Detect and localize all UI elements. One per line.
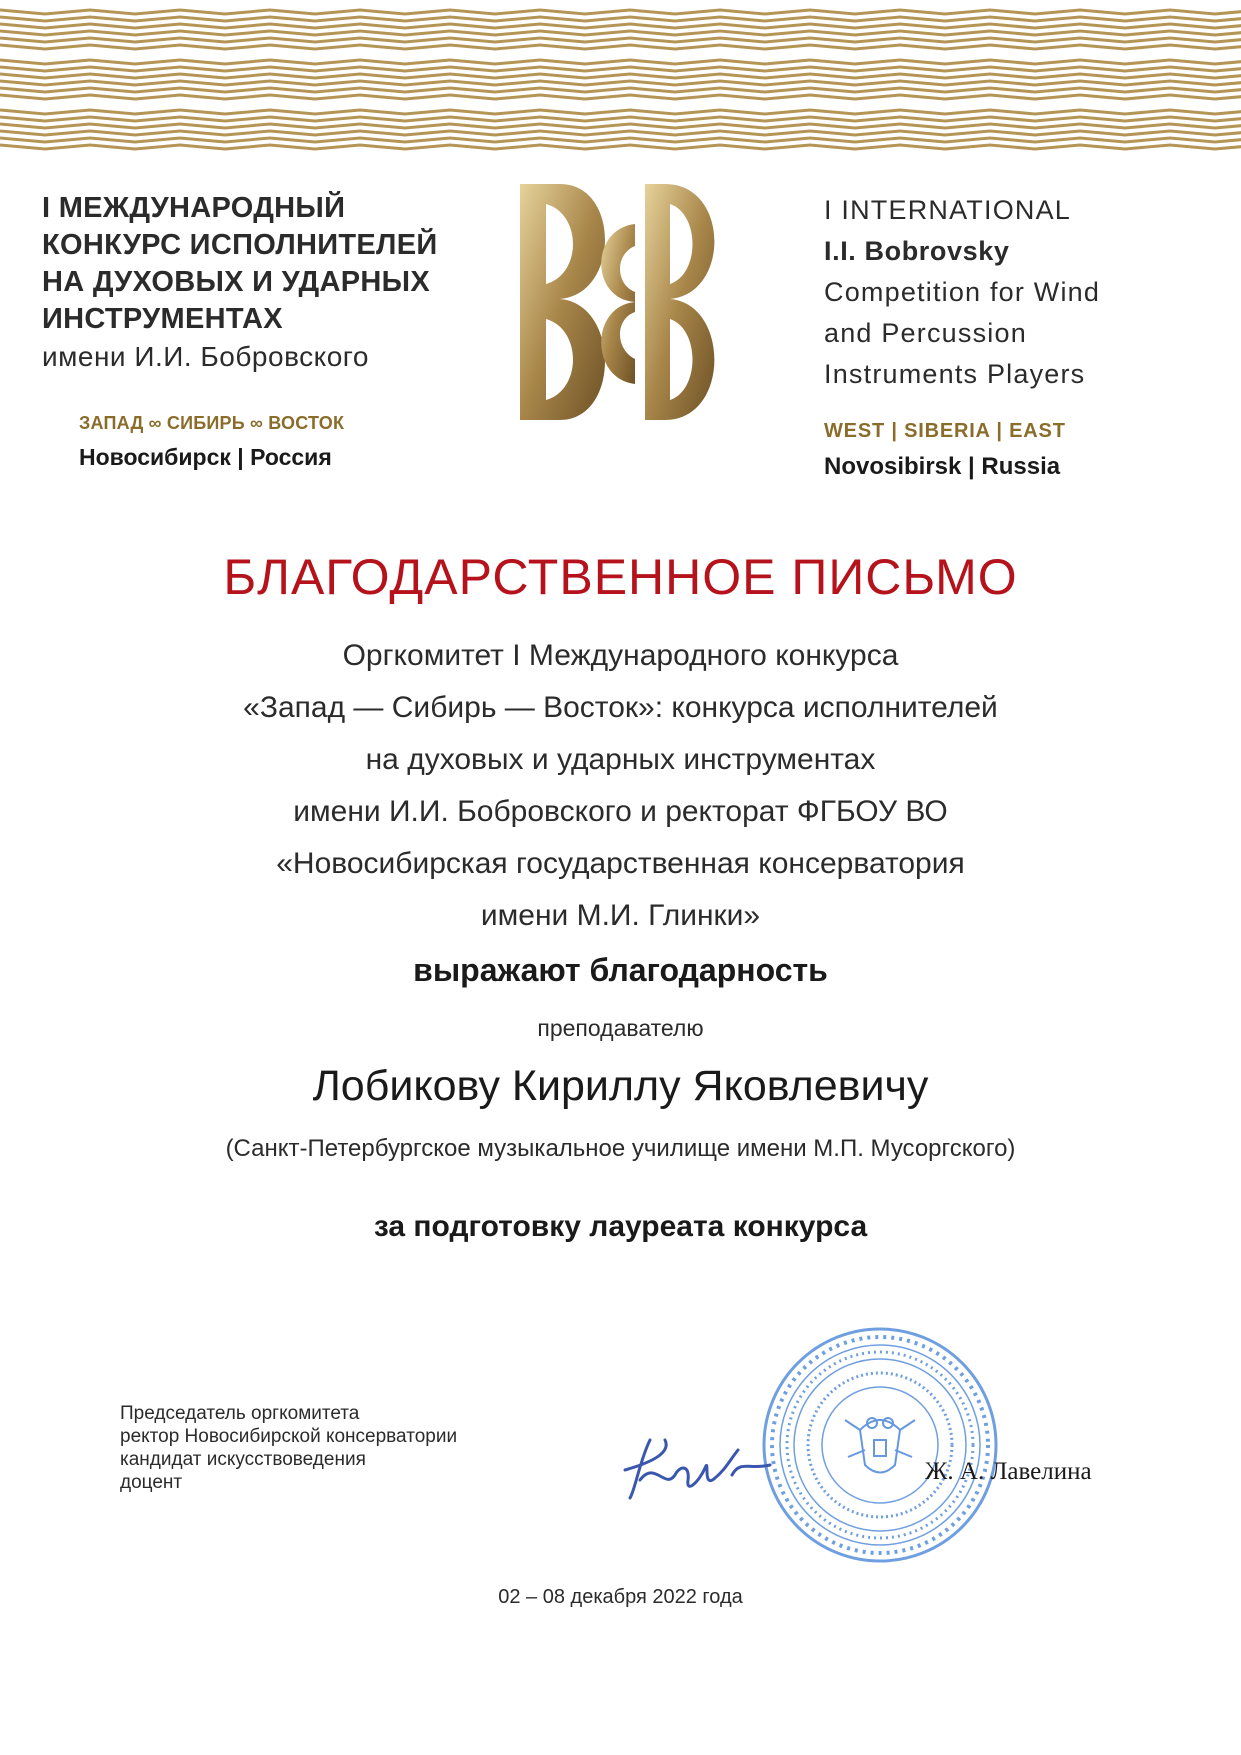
competition-logo <box>520 184 720 420</box>
pattern-stripe <box>0 60 1241 64</box>
signer-name: Ж. А. Лавелина <box>925 1458 1092 1485</box>
competition-title-ru <box>42 190 502 471</box>
official-stamp <box>760 1325 1000 1565</box>
pattern-stripe <box>0 81 1241 85</box>
body-line: имени М.И. Глинки» <box>480 899 761 932</box>
en-tagline: WEST | SIBERIA | EAST <box>824 420 1066 442</box>
pattern-stripe <box>0 145 1241 149</box>
pattern-stripe <box>0 24 1241 28</box>
pattern-stripe <box>0 95 1241 99</box>
body-line: «Запад — Сибирь — Восток»: конкурса исполнителей <box>243 691 998 724</box>
en-title-line: and Percussion <box>824 318 1027 348</box>
logo-left-arc <box>520 184 605 420</box>
pattern-stripe <box>0 88 1241 92</box>
signatory-line: кандидат искусствоведения <box>120 1449 366 1470</box>
body-line: на духовых и ударных инструментах <box>365 743 876 776</box>
pattern-stripe <box>0 38 1241 42</box>
en-title-line: Competition for Wind <box>824 277 1101 307</box>
logo-right-arc <box>645 184 714 420</box>
en-city: Novosibirsk | Russia <box>824 453 1061 480</box>
pattern-stripe <box>0 138 1241 142</box>
letter-heading: БЛАГОДАРСТВЕННОЕ ПИСЬМО <box>223 549 1018 605</box>
logo-middle-arc <box>601 224 635 384</box>
pattern-stripe <box>0 131 1241 135</box>
body-line: Оргкомитет I Международного конкурса <box>342 639 899 672</box>
signatory-line: доцент <box>120 1472 183 1493</box>
ru-city: Новосибирск | Россия <box>79 444 332 470</box>
handwritten-signature <box>620 1420 780 1510</box>
recipient-school: (Санкт-Петербургское музыкальное училище имени М.П. Мусоргского) <box>225 1135 1016 1162</box>
ru-title-line: НА ДУХОВЫХ И УДАРНЫХ <box>42 266 430 298</box>
thanks-line: выражают благодарность <box>413 952 828 988</box>
en-title-line: I.I. Bobrovsky <box>824 236 1010 266</box>
recipient-role: преподавателю <box>537 1015 704 1041</box>
signatory-block <box>120 1402 457 1494</box>
ru-tagline: ЗАПАД ∞ СИБИРЬ ∞ ВОСТОК <box>79 413 345 433</box>
body-line: «Новосибирская государственная консерватория <box>276 847 965 880</box>
en-title-line: Instruments Players <box>824 359 1086 389</box>
recipient-name: Лобикову Кириллу Яковлевичу <box>312 1062 929 1110</box>
award-reason: за подготовку лауреата конкурса <box>373 1210 868 1243</box>
ru-title-line: КОНКУРС ИСПОЛНИТЕЛЕЙ <box>42 229 438 261</box>
ru-title-line: I МЕЖДУНАРОДНЫЙ <box>42 192 346 224</box>
pattern-stripe <box>0 124 1241 128</box>
competition-dates: 02 – 08 декабря 2022 года <box>498 1586 743 1608</box>
signatory-line: ректор Новосибирской консерватории <box>120 1426 458 1447</box>
competition-title-en <box>824 190 1224 481</box>
en-title-line: I INTERNATIONAL <box>824 195 1072 225</box>
pattern-stripe <box>0 117 1241 121</box>
body-line: имени И.И. Бобровского и ректорат ФГБОУ ВО <box>293 795 948 828</box>
pattern-stripe <box>0 31 1241 35</box>
ru-name-line: имени И.И. Бобровского <box>42 341 369 372</box>
ru-title-line: ИНСТРУМЕНТАХ <box>42 303 283 335</box>
pattern-stripe <box>0 45 1241 49</box>
stamp-emblem-icon <box>845 1418 915 1473</box>
pattern-stripe <box>0 10 1241 14</box>
pattern-stripe <box>0 17 1241 21</box>
letter-body <box>0 630 1241 942</box>
pattern-stripe <box>0 74 1241 78</box>
pattern-stripe <box>0 67 1241 71</box>
header-pattern <box>0 0 1241 160</box>
pattern-stripe <box>0 110 1241 114</box>
signatory-line: Председатель оргкомитета <box>120 1403 360 1424</box>
